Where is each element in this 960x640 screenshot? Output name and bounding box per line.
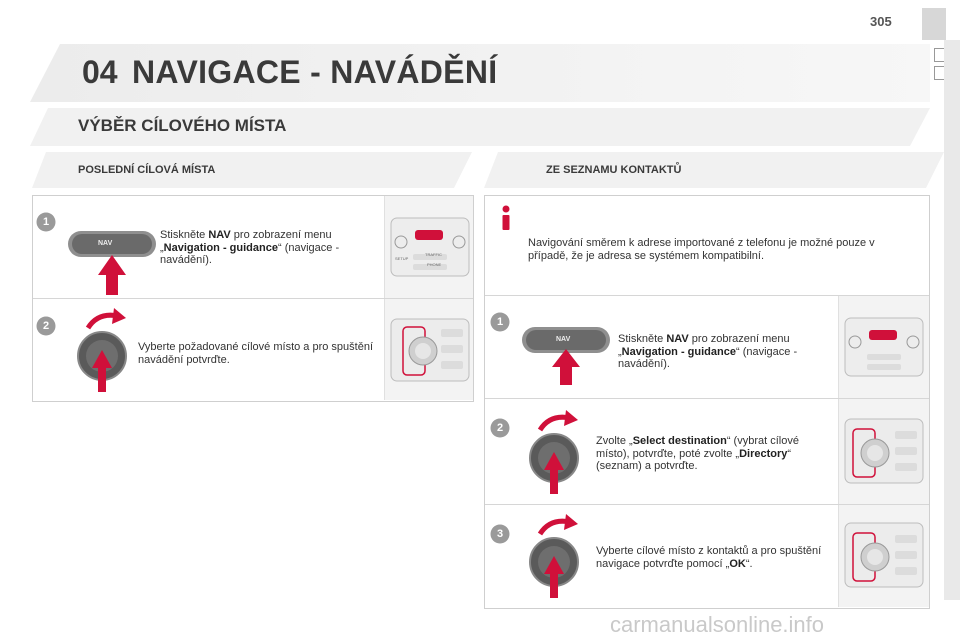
step-description: Stiskněte NAV pro zobrazení menu „Navigation - guidance“ (navigace - navádění). — [618, 333, 798, 370]
step-description: Stiskněte NAV pro zobrazení menu „Navigation - guidance“ (navigace - navádění). — [160, 229, 340, 266]
section-title: VÝBĚR CÍLOVÉHO MÍSTA — [78, 116, 287, 135]
step-number: 2 — [42, 320, 50, 332]
dashboard-panel-image — [384, 299, 473, 400]
rotary-knob-icon — [526, 512, 596, 600]
panel-label-traffic: TRAFFIC — [425, 252, 442, 257]
dashboard-panel-image — [838, 505, 929, 607]
chapter-title: NAVIGACE - NAVÁDĚNÍ — [132, 54, 498, 90]
chapter-number: 04 — [82, 54, 118, 90]
step-number: 2 — [496, 422, 504, 434]
nav-button-icon — [520, 323, 612, 387]
rotary-knob-icon — [74, 306, 144, 394]
info-text: Navigování směrem k adrese importované z telefonu je možné pouze v případě, že je adresa se systémem kompatibilní. — [528, 237, 875, 262]
page-number: 305 — [870, 14, 892, 29]
nav-button-label: NAV — [98, 240, 113, 247]
step-number: 1 — [496, 316, 504, 328]
dashboard-panel-image — [838, 399, 929, 504]
nav-button-label: NAV — [556, 336, 571, 343]
right-subtitle: ZE SEZNAMU KONTAKTŮ — [546, 164, 682, 176]
step-description: Vyberte cílové místo z kontaktů a pro spuštění navigace potvrďte pomocí „OK“. — [596, 545, 822, 570]
page-tab — [922, 8, 946, 40]
step-number: 3 — [496, 528, 504, 540]
dashboard-panel-image — [384, 196, 473, 298]
side-strip — [944, 40, 960, 600]
watermark: carmanualsonline.info — [610, 612, 825, 637]
rotary-knob-icon — [526, 408, 596, 496]
panel-label-phone: PHONE — [427, 262, 442, 267]
panel-label-setup: SETUP — [395, 256, 409, 261]
dashboard-panel-image — [838, 296, 929, 398]
step-description: Zvolte „Select destination“ (vybrat cílové místo), potvrďte, poté zvolte „Directory“ (seznam) a potvrďte. — [596, 435, 799, 472]
left-subtitle: POSLEDNÍ CÍLOVÁ MÍSTA — [78, 164, 216, 176]
step-description: Vyberte požadované cílové místo a pro spuštění navádění potvrďte. — [138, 341, 374, 366]
nav-button-icon — [66, 225, 158, 297]
step-number: 1 — [42, 216, 50, 228]
info-icon — [496, 205, 516, 231]
